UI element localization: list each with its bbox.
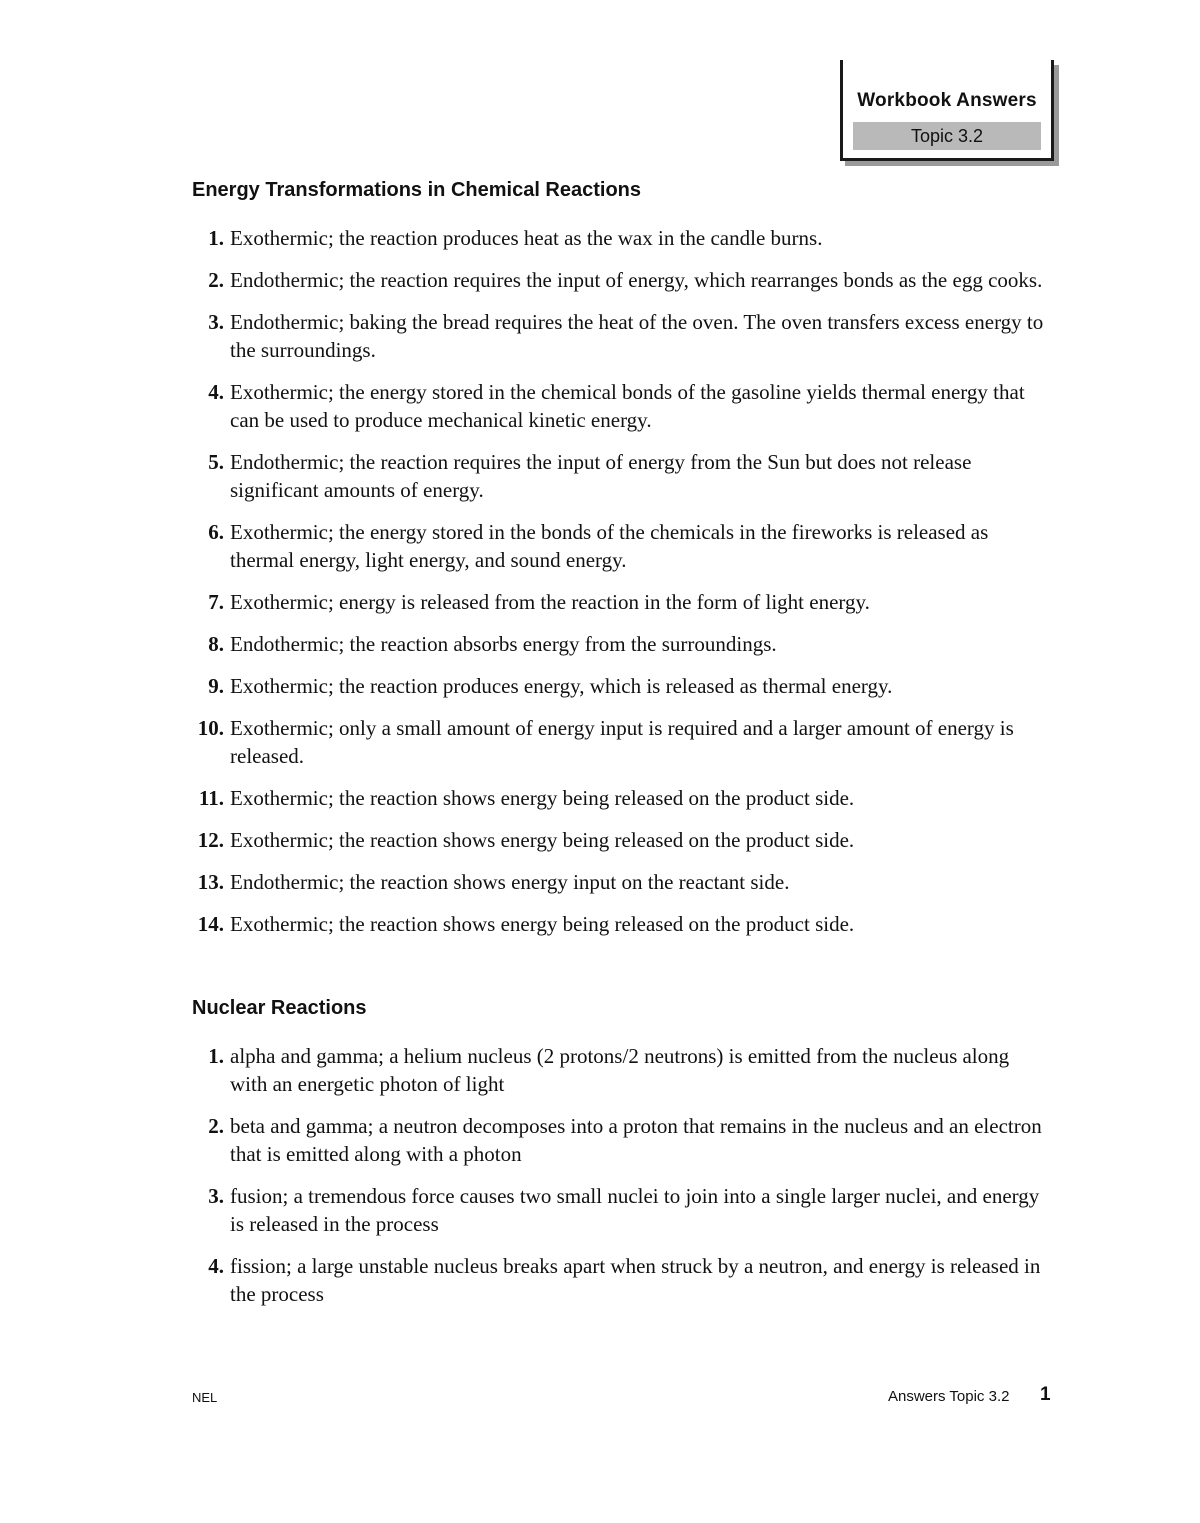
answer-number: 4.: [208, 380, 224, 404]
answer-item: [190, 784, 1050, 812]
answer-item: [190, 588, 1050, 616]
answer-text: Endothermic; the reaction requires the input of energy from the Sun but does not release significant amounts of energy.: [230, 450, 972, 502]
answer-text: Exothermic; only a small amount of energy input is required and a larger amount of energy is released.: [230, 716, 1014, 768]
answer-item: [190, 518, 1050, 574]
answer-text: fission; a large unstable nucleus breaks apart when struck by a neutron, and energy is released in the process: [230, 1254, 1041, 1306]
nuclear-reactions-answer-list: [190, 1042, 1050, 1322]
answer-item: [190, 1252, 1050, 1308]
answer-text: Exothermic; the reaction produces energy, which is released as thermal energy.: [230, 674, 893, 698]
topic-badge: [840, 60, 1054, 161]
answer-text: Endothermic; baking the bread requires the heat of the oven. The oven transfers excess energy to the surroundings.: [230, 310, 1044, 362]
answer-item: [190, 1182, 1050, 1238]
answer-item: [190, 378, 1050, 434]
answer-item: [190, 868, 1050, 896]
footer-running-title: Answers Topic 3.2: [888, 1388, 1010, 1405]
answer-item: [190, 308, 1050, 364]
answer-item: [190, 826, 1050, 854]
answer-text: Exothermic; the energy stored in the chemical bonds of the gasoline yields thermal energy that can be used to produce mechanical kinetic energy.: [230, 380, 1025, 432]
answer-text: Exothermic; the reaction produces heat as the wax in the candle burns.: [230, 226, 823, 250]
answer-text: beta and gamma; a neutron decomposes into a proton that remains in the nucleus and an electron that is emitted along with a photon: [230, 1114, 1042, 1166]
answer-text: Endothermic; the reaction absorbs energy from the surroundings.: [230, 632, 777, 656]
answer-item: [190, 224, 1050, 252]
answer-number: 12.: [197, 828, 224, 852]
answer-number: 3.: [208, 310, 224, 334]
page-number: 1: [1040, 1384, 1051, 1405]
answer-item: [190, 910, 1050, 938]
answer-number: 2.: [208, 1114, 224, 1138]
answer-number: 7.: [208, 590, 224, 614]
badge-topic-label: Topic 3.2: [853, 122, 1041, 150]
section-heading-nuclear-reactions: Nuclear Reactions: [192, 997, 367, 1019]
answer-number: 8.: [208, 632, 224, 656]
energy-transformations-answer-list: [190, 224, 1050, 952]
answer-item: [190, 672, 1050, 700]
section-heading-energy-transformations: Energy Transformations in Chemical Reactions: [192, 179, 642, 201]
answer-text: Endothermic; the reaction requires the input of energy, which rearranges bonds as the egg cooks.: [230, 268, 1043, 292]
answer-text: Exothermic; energy is released from the reaction in the form of light energy.: [230, 590, 870, 614]
answer-item: [190, 1042, 1050, 1098]
answer-item: [190, 448, 1050, 504]
footer-publisher: NEL: [192, 1390, 218, 1405]
answer-number: 3.: [208, 1184, 224, 1208]
answer-number: 4.: [208, 1254, 224, 1278]
answer-text: Exothermic; the energy stored in the bonds of the chemicals in the fireworks is released as thermal energy, light energy, and sound energy.: [230, 520, 989, 572]
answer-number: 5.: [208, 450, 224, 474]
answer-number: 13.: [197, 870, 224, 894]
answer-text: Exothermic; the reaction shows energy being released on the product side.: [230, 912, 855, 936]
answer-number: 9.: [208, 674, 224, 698]
answer-number: 10.: [197, 716, 224, 740]
answer-text: Exothermic; the reaction shows energy being released on the product side.: [230, 786, 855, 810]
answer-text: alpha and gamma; a helium nucleus (2 protons/2 neutrons) is emitted from the nucleus along with an energetic photon of light: [230, 1044, 1010, 1096]
answer-number: 6.: [208, 520, 224, 544]
answer-text: fusion; a tremendous force causes two small nuclei to join into a single larger nuclei, and energy is released in the process: [230, 1184, 1040, 1236]
answer-number: 11.: [198, 786, 224, 810]
answer-item: [190, 1112, 1050, 1168]
answer-item: [190, 266, 1050, 294]
answer-item: [190, 714, 1050, 770]
answer-text: Endothermic; the reaction shows energy input on the reactant side.: [230, 870, 790, 894]
answer-number: 1.: [208, 1044, 224, 1068]
answer-text: Exothermic; the reaction shows energy being released on the product side.: [230, 828, 855, 852]
answer-number: 1.: [208, 226, 224, 250]
answer-number: 14.: [197, 912, 224, 936]
answer-number: 2.: [208, 268, 224, 292]
answer-item: [190, 630, 1050, 658]
badge-title: Workbook Answers: [857, 90, 1037, 111]
